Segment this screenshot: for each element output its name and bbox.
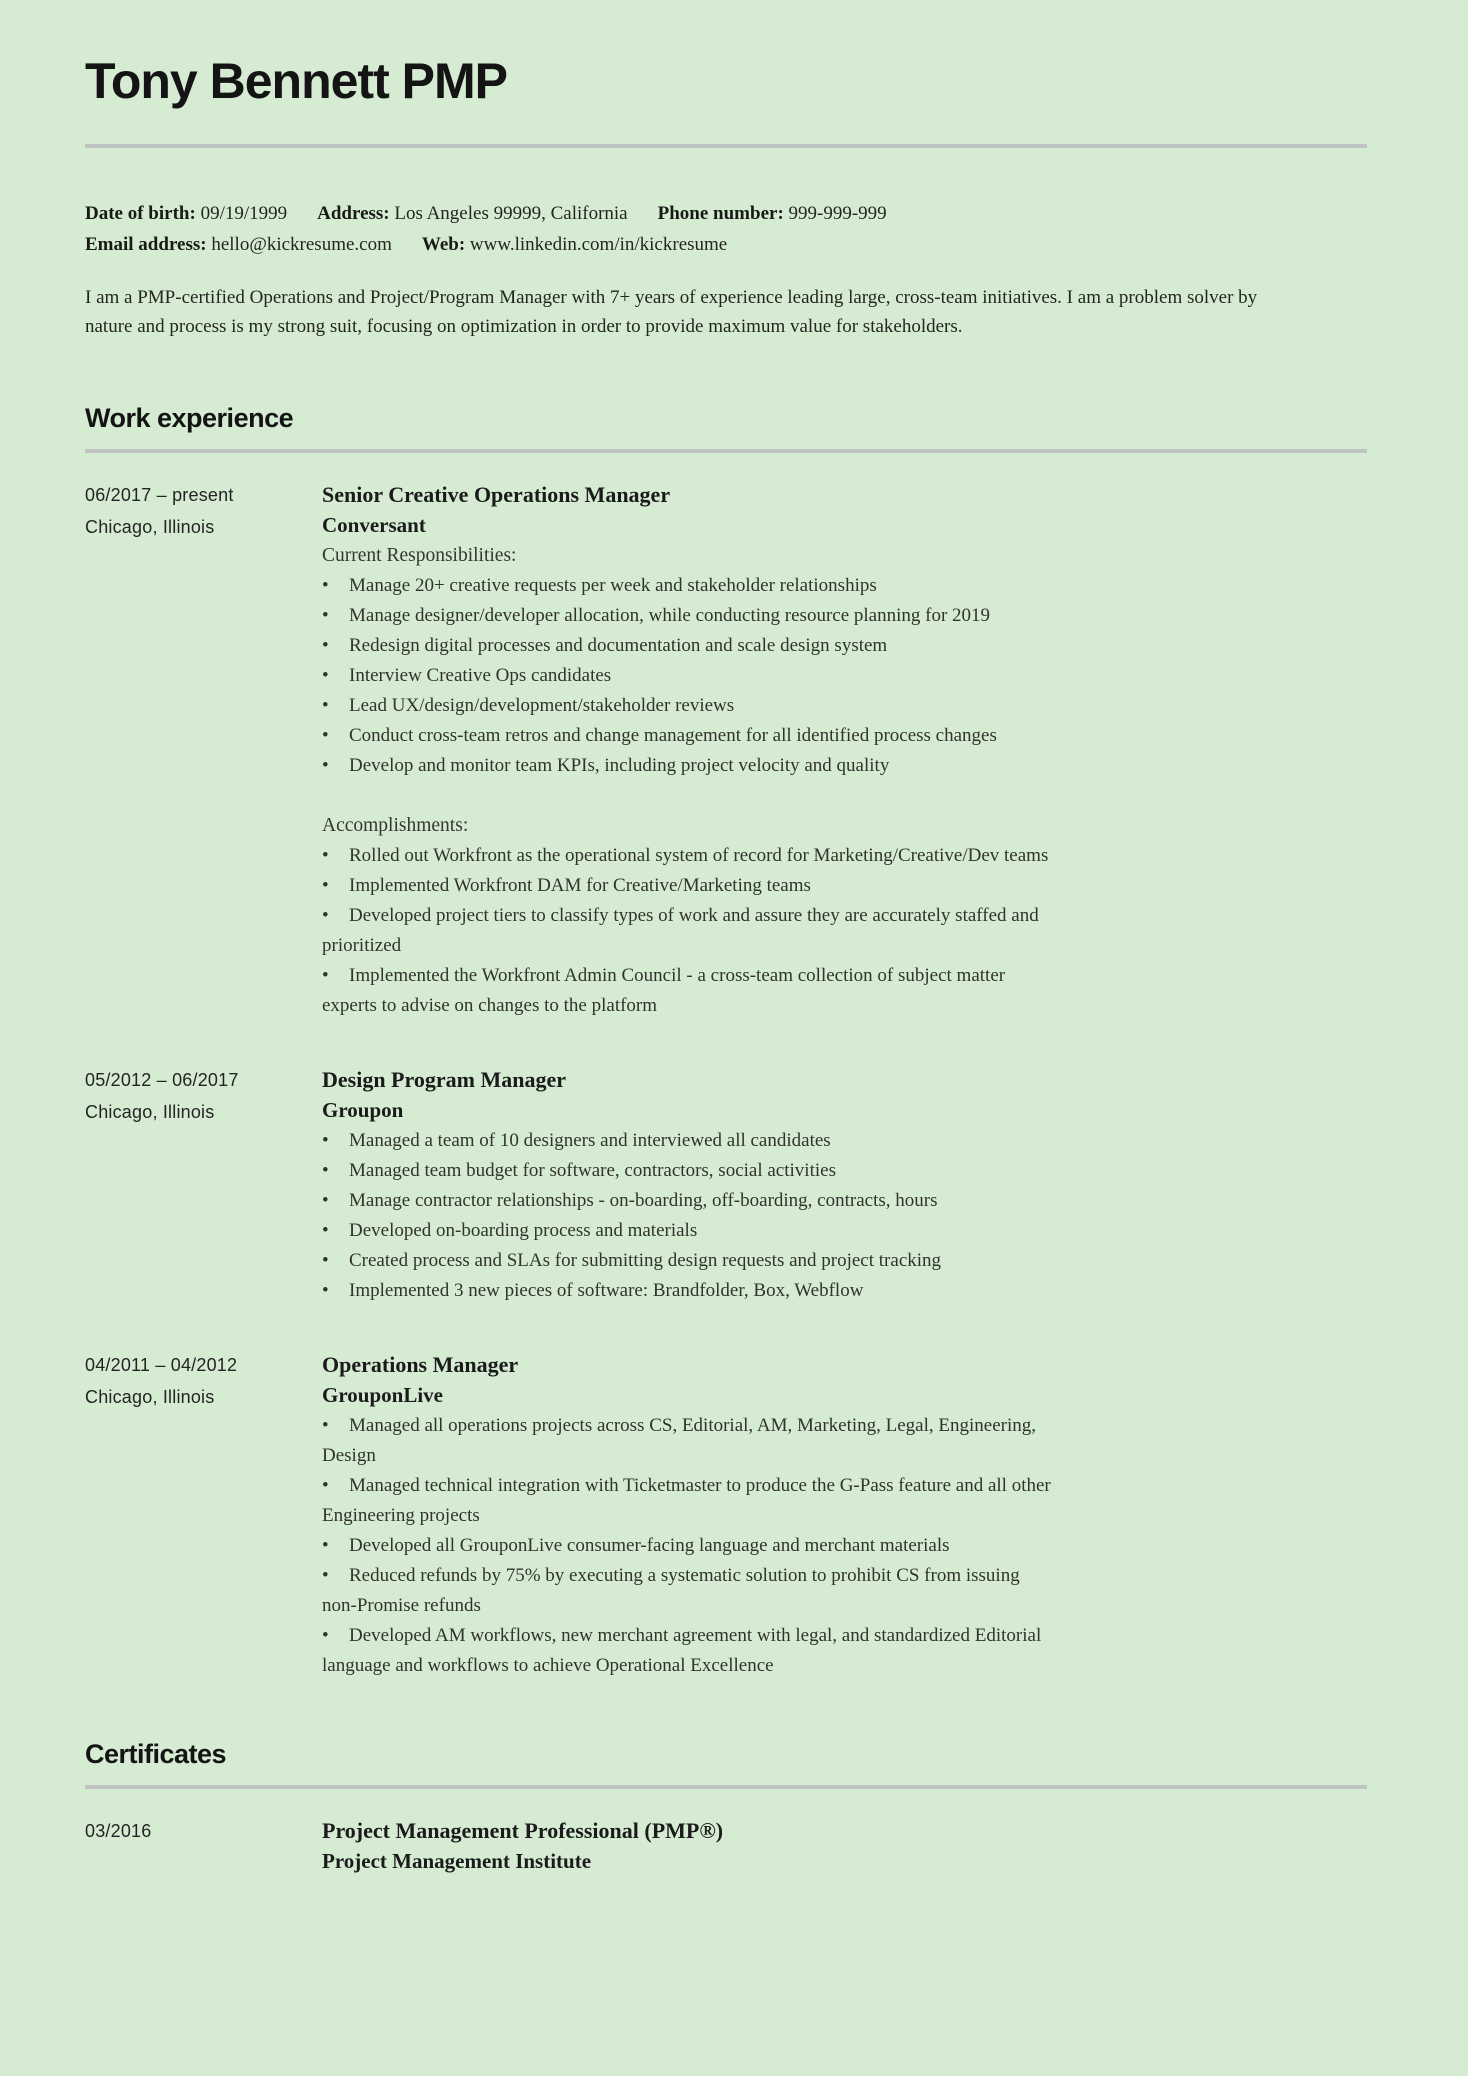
bullet-icon: •	[322, 1414, 329, 1436]
job-company: Conversant	[322, 512, 426, 537]
bullet-icon: •	[322, 1474, 329, 1496]
bullet-text: Developed project tiers to classify types of work and assure they are accurately staffed and prioritized	[322, 904, 1039, 956]
bullet-item	[322, 571, 1057, 601]
bullet-item	[322, 721, 1057, 751]
divider	[85, 1785, 1367, 1789]
bullet-list	[322, 841, 1057, 1021]
bullet-icon: •	[322, 754, 329, 776]
bullet-list	[322, 1126, 1057, 1306]
bullet-item	[322, 751, 1057, 781]
contact-row-2	[85, 229, 1367, 260]
job-title: Senior Creative Operations Manager	[322, 481, 671, 507]
bullet-item	[322, 1186, 1057, 1216]
bullet-item	[322, 1216, 1057, 1246]
bullet-text: Develop and monitor team KPIs, including project velocity and quality	[349, 754, 890, 776]
bullet-item	[322, 1471, 1057, 1531]
bullet-text: Developed on-boarding process and materials	[349, 1219, 698, 1241]
job-company: GrouponLive	[322, 1382, 443, 1407]
resume-page	[85, 0, 1367, 1876]
section-heading-certificates: Certificates	[85, 1738, 227, 1769]
bullet-text: Manage contractor relationships - on-boarding, off-boarding, contracts, hours	[349, 1189, 938, 1211]
bullet-item	[322, 691, 1057, 721]
bullet-item	[322, 661, 1057, 691]
bullet-item	[322, 901, 1057, 961]
contact-address-value: Los Angeles 99999, California	[394, 202, 628, 224]
contact-row-1	[85, 198, 1367, 229]
bullet-item	[322, 1156, 1057, 1186]
bullet-group	[322, 1411, 1057, 1681]
bullet-icon: •	[322, 1159, 329, 1181]
bullet-icon: •	[322, 1219, 329, 1241]
bullet-group-label: Current Responsibilities:	[322, 544, 517, 566]
bullet-item	[322, 1621, 1057, 1681]
contact-web-label: Web:	[421, 233, 466, 255]
certificate-title: Project Management Professional (PMP®)	[322, 1817, 724, 1843]
contact-dob-label: Date of birth:	[85, 202, 196, 224]
section-heading-work: Work experience	[85, 402, 294, 433]
bullet-group	[322, 541, 1057, 781]
job-title: Design Program Manager	[322, 1066, 566, 1092]
bullet-item	[322, 1531, 1057, 1561]
certificate-date: 03/2016	[85, 1820, 152, 1841]
bullet-text: Interview Creative Ops candidates	[349, 664, 612, 686]
bullet-icon: •	[322, 574, 329, 596]
job-dates-column	[85, 1350, 322, 1681]
bullet-group-label: Accomplishments:	[322, 814, 469, 836]
bullet-item	[322, 1411, 1057, 1471]
job-entry	[85, 480, 1367, 1021]
bullet-text: Lead UX/design/development/stakeholder reviews	[349, 694, 735, 716]
bullet-text: Managed all operations projects across CS, Editorial, AM, Marketing, Legal, Engineering, Design	[322, 1414, 1036, 1466]
bullet-text: Managed a team of 10 designers and interviewed all candidates	[349, 1129, 831, 1151]
certificate-details-column	[322, 1816, 1057, 1876]
bullet-item	[322, 631, 1057, 661]
bullet-text: Rolled out Workfront as the operational system of record for Marketing/Creative/Dev teams	[349, 844, 1049, 866]
contact-email-value[interactable]: hello@kickresume.com	[211, 233, 392, 255]
bullet-text: Managed team budget for software, contractors, social activities	[349, 1159, 836, 1181]
bullet-text: Implemented 3 new pieces of software: Brandfolder, Box, Webflow	[349, 1279, 864, 1301]
bullet-icon: •	[322, 1624, 329, 1646]
contact-web	[422, 234, 727, 255]
bullet-text: Developed AM workflows, new merchant agreement with legal, and standardized Editorial language and workflows to achieve Operational Excellence	[322, 1624, 1042, 1676]
job-dates-column	[85, 1065, 322, 1306]
bullet-item	[322, 1126, 1057, 1156]
bullet-icon: •	[322, 724, 329, 746]
job-dates: 04/2011 – 04/2012	[85, 1354, 238, 1375]
bullet-text: Manage designer/developer allocation, while conducting resource planning for 2019	[349, 604, 991, 626]
contact-web-value[interactable]: www.linkedin.com/in/kickresume	[469, 233, 728, 255]
bullet-icon: •	[322, 604, 329, 626]
job-dates: 06/2017 – present	[85, 484, 234, 505]
job-location: Chicago, Illinois	[85, 516, 215, 537]
bullet-icon: •	[322, 694, 329, 716]
certificates-section	[85, 1739, 1367, 1876]
bullet-icon: •	[322, 844, 329, 866]
bullet-icon: •	[322, 664, 329, 686]
bullet-icon: •	[322, 1249, 329, 1271]
job-dates-column	[85, 480, 322, 1021]
job-location: Chicago, Illinois	[85, 1386, 215, 1407]
bullet-group	[322, 811, 1057, 1021]
bullet-text: Managed technical integration with Ticketmaster to produce the G-Pass feature and all other Engineering projects	[322, 1474, 1051, 1526]
bullet-list	[322, 571, 1057, 781]
bullet-text: Implemented the Workfront Admin Council - a cross-team collection of subject matter experts to advise on changes to the platform	[322, 964, 1006, 1016]
bullet-icon: •	[322, 964, 329, 986]
bullet-item	[322, 1561, 1057, 1621]
divider	[85, 144, 1367, 148]
contact-phone-value: 999-999-999	[788, 202, 887, 224]
bullet-item	[322, 601, 1057, 631]
bullet-icon: •	[322, 1189, 329, 1211]
bullet-item	[322, 1246, 1057, 1276]
bullet-text: Manage 20+ creative requests per week and stakeholder relationships	[349, 574, 877, 596]
job-entry	[85, 1350, 1367, 1681]
bullet-text: Created process and SLAs for submitting design requests and project tracking	[349, 1249, 942, 1271]
bullet-text: Developed all GrouponLive consumer-facing language and merchant materials	[349, 1534, 950, 1556]
job-entry	[85, 1065, 1367, 1306]
bullet-icon: •	[322, 1534, 329, 1556]
contact-dob-value: 09/19/1999	[200, 202, 288, 224]
contact-email-label: Email address:	[85, 233, 207, 255]
job-location: Chicago, Illinois	[85, 1101, 215, 1122]
bullet-icon: •	[322, 634, 329, 656]
job-title: Operations Manager	[322, 1351, 519, 1377]
contact-address	[317, 203, 628, 224]
contact-block	[85, 198, 1367, 260]
divider	[85, 449, 1367, 453]
bullet-list	[322, 1411, 1057, 1681]
bullet-text: Reduced refunds by 75% by executing a systematic solution to prohibit CS from issuing non-Promise refunds	[322, 1564, 1020, 1616]
bullet-item	[322, 961, 1057, 1021]
contact-address-label: Address:	[317, 202, 390, 224]
bullet-icon: •	[322, 904, 329, 926]
contact-dob	[85, 203, 287, 224]
job-details-column	[322, 1065, 1057, 1306]
contact-email	[85, 234, 392, 255]
bullet-icon: •	[322, 874, 329, 896]
page-title: Tony Bennett PMP	[85, 53, 507, 109]
certificate-entry	[85, 1816, 1367, 1876]
bullet-item	[322, 841, 1057, 871]
summary-text: I am a PMP-certified Operations and Project/Program Manager with 7+ years of experience leading large, cross-team initiatives. I am a problem solver by nature and process is my strong suit, focusing on optimization in order to provide maximum value for stakeholders.	[85, 286, 1258, 337]
bullet-group	[322, 1126, 1057, 1306]
bullet-icon: •	[322, 1129, 329, 1151]
job-dates: 05/2012 – 06/2017	[85, 1069, 239, 1090]
bullet-item	[322, 871, 1057, 901]
certificate-issuer: Project Management Institute	[322, 1848, 592, 1873]
contact-phone	[658, 203, 887, 224]
job-company: Groupon	[322, 1097, 404, 1122]
bullet-icon: •	[322, 1279, 329, 1301]
bullet-text: Conduct cross-team retros and change management for all identified process changes	[349, 724, 997, 746]
job-details-column	[322, 1350, 1057, 1681]
certificate-dates-column	[85, 1816, 322, 1876]
bullet-icon: •	[322, 1564, 329, 1586]
bullet-item	[322, 1276, 1057, 1306]
job-details-column	[322, 480, 1057, 1021]
bullet-text: Implemented Workfront DAM for Creative/Marketing teams	[349, 874, 811, 896]
contact-phone-label: Phone number:	[657, 202, 784, 224]
bullet-text: Redesign digital processes and documentation and scale design system	[349, 634, 888, 656]
work-experience-section	[85, 403, 1367, 1681]
